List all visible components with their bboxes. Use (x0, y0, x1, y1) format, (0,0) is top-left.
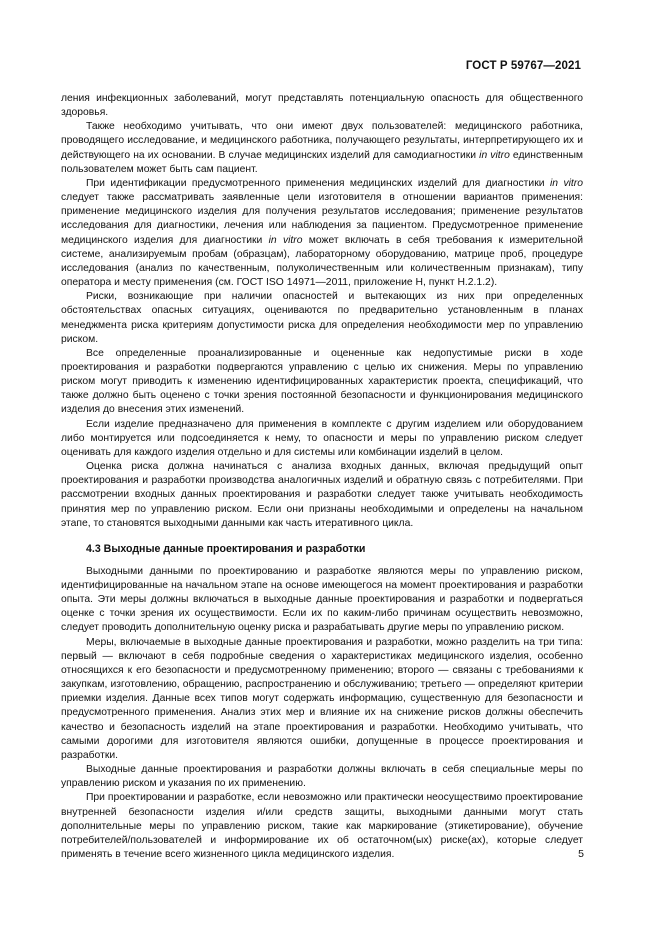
paragraph-special-measures: Выходные данные проектирования и разработки должны включать в себя специальные меры по управлению риском и указания по их применению. (61, 764, 583, 790)
paragraph-additional-measures: При проектировании и разработке, если невозможно или практически неосуществимо проектирование внутренней безопасности изделия и/или средств защиты, выходными данными могут стать дополнительные меры по управлению риском, такие как маркирование (этикетирование), обучение потребителей/пользователей и информирование их об остаточном(ых) риске(ах), которые следует применять в течение всего жизненного цикла медицинского изделия. (61, 792, 583, 860)
paragraph-risk-assessment: Оценка риска должна начинаться с анализа входных данных, включая предыдущий опыт проектирования и разработки производства аналогичных изделий и обратную связь с потребителями. При рассмотрении входных данных проектирования и разработки следует также учитывать необходимость принятия мер по управлению риском. Если они признаны необходимыми и определены на начальном этапе, то становятся выходными данными как часть итеративного цикла. (61, 461, 583, 529)
paragraph-combination: Если изделие предназначено для применения в комплекте с другим изделием или оборудованием либо монтируется или подсоединяется к нему, то опасности и меры по управлению риском следует оценивать для каждого изделия отдельно и для системы или комбинации изделий в целом. (61, 418, 583, 458)
document-code: ГОСТ Р 59767—2021 (465, 60, 581, 72)
paragraph-intended-use: При идентификации предусмотренного применения медицинских изделий для диагностики in vitro следует также рассматривать заявленные цели изготовителя в отношении вариантов применения: применение медицинского изделия для получения результатов исследования; применение результатов исследования для диагностики, лечения или наблюдения за пациентом. Предусмотренное применение медицинского изделия для диагностики in vitro может включать в себя требования к измерительной системе, анализируемым пробам (образцам), лабораторному оборудованию, матрице проб, процедуре исследования (анализ по качественным, полуколичественным или количественным признакам), типу оператора и месту применения (см. ГОСТ ISO 14971—2011, приложение Н, пункт Н.2.1.2). (61, 177, 583, 289)
paragraph-continued: ления инфекционных заболеваний, могут представлять потенциальную опасность для общественного здоровья. (61, 93, 583, 119)
paragraph-unacceptable-risks: Все определенные проанализированные и оцененные как недопустимые риски в ходе проектирования и разработки подвергаются управлению с целью их снижения. Меры по управлению риском могут приводить к изменению идентифицированных характеристик проекта, спецификаций, что также должно быть оценено с точки зрения постоянной безопасности и функционирования медицинского изделия до внесения этих изменений. (61, 347, 583, 416)
page-number: 5 (578, 848, 584, 860)
paragraph-measure-types: Меры, включаемые в выходные данные проектирования и разработки, можно разделить на три типа: первый — включают в себя подробные сведения о характеристиках медицинского изделия, особенно относящихся к его безопасности и предусмотренному применению; второго — связаны с требованиями к закупкам, изготовлению, обращению, распространению и обслуживанию; третьего — определяют критерии приемки изделия. Данные всех типов могут содержать информацию, существенную для безопасности и предусмотренного применения. Анализ этих мер и влияние их на снижение рисков должны обеспечить качество и безопасность изделий на этапе проектирования и разработки. Необходимо учитывать, что самыми дорогими для изготовителя являются ошибки, допущенные в процессе проектирования и разработки. (61, 636, 583, 761)
section-heading: 4.3 Выходные данные проектирования и разработки (86, 542, 366, 555)
paragraph-outputs: Выходными данными по проектированию и разработке являются меры по управлению риском, идентифицированные на начальном этапе на основе имеющегося на момент проектирования и разработки опыта. Эти меры должны включаться в выходные данные проектирования и разработки и подвергаться оценке с точки зрения их осуществимости. Если их по каким-либо причинам осуществить невозможно, следует проводить дополнительную оценку риска и разрабатывать другие меры по управлению риском. (61, 565, 583, 634)
paragraph-users: Также необходимо учитывать, что они имеют двух пользователей: медицинского работника, проводящего исследование, и медицинского работника, получающего результаты, интерпретирующего их и действующего на их основании. В случае медицинских изделий для самодиагностики in vitro единственным пользователем может быть сам пациент. (61, 121, 583, 175)
paragraph-risks: Риски, возникающие при наличии опасностей и вытекающих из них при определенных обстоятельствах опасных ситуациях, оцениваются по предварительно установленным в планах менеджмента риска критериям допустимости риска для определения необходимости мер по управлению риском. (61, 291, 583, 345)
document-body (61, 92, 583, 862)
